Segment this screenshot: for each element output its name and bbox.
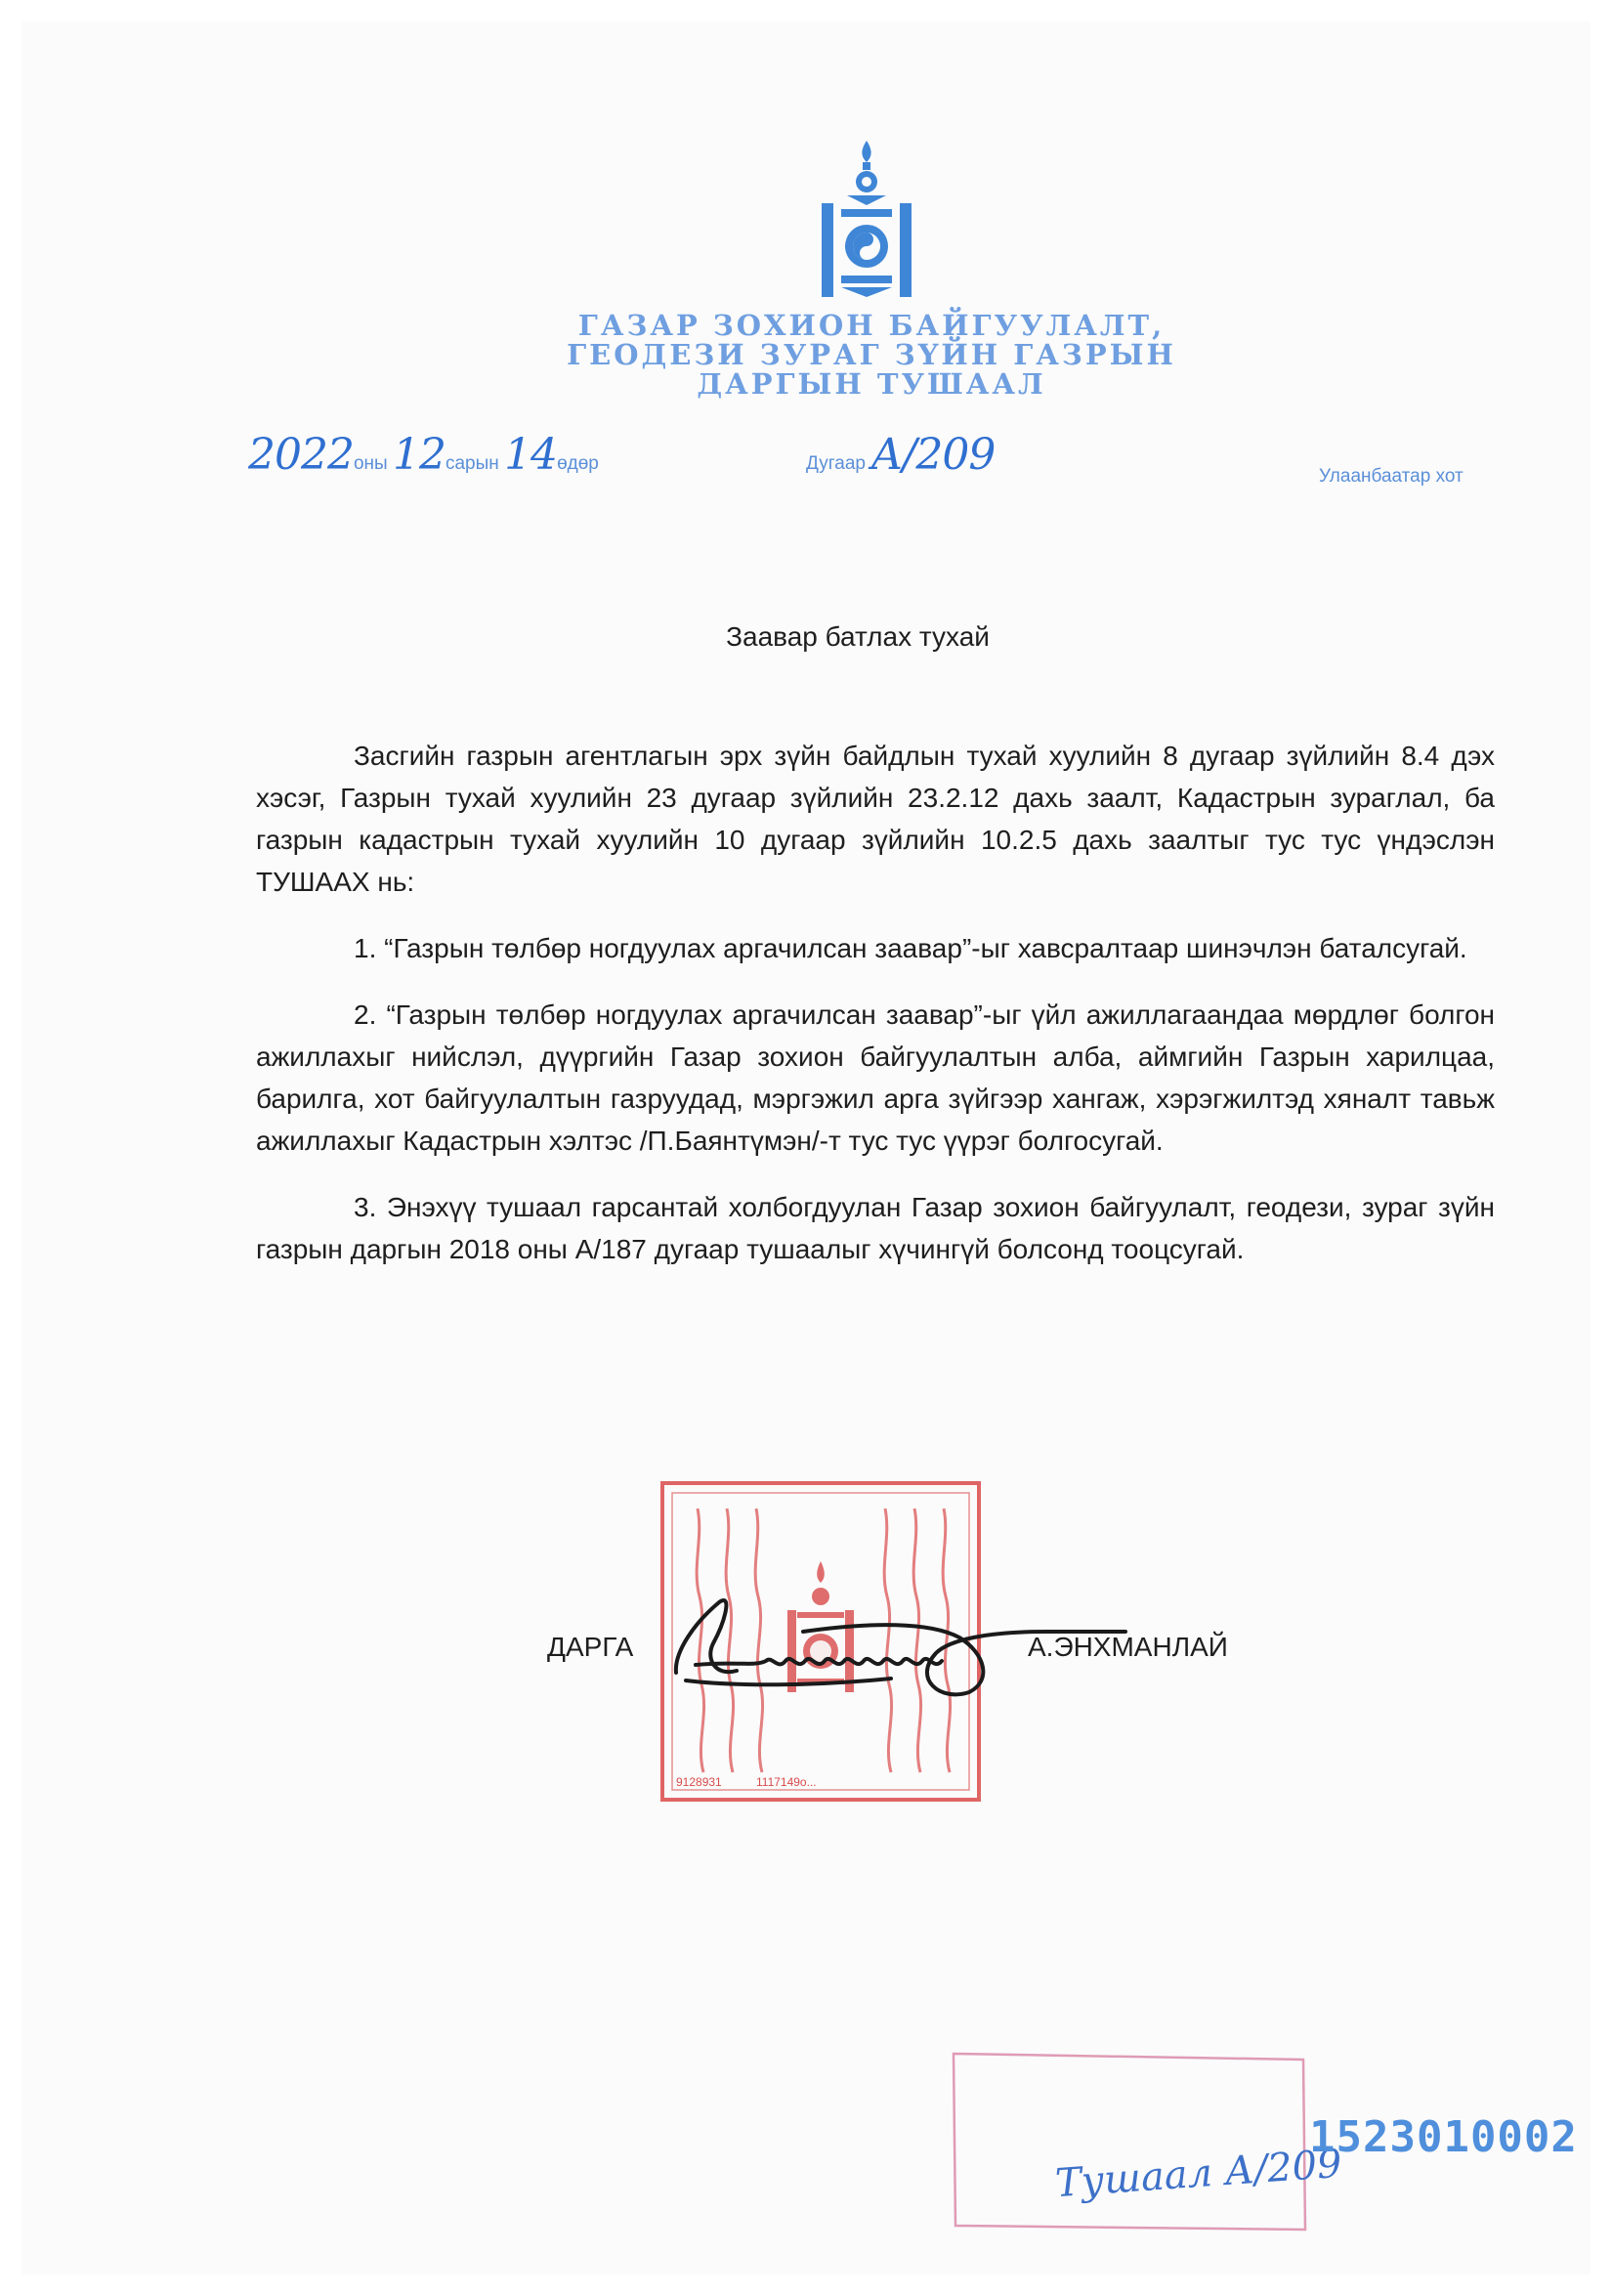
body-item-1: 1. “Газрын төлбөр ногдуулах аргачилсан заавар”-ыг хавсралтаар шинэчлэн баталсугай. <box>354 933 1467 963</box>
number-value: А/209 <box>870 430 996 480</box>
date-month: 12 <box>392 430 445 480</box>
header-line-2: ГЕОДЕЗИ ЗУРАГ ЗҮЙН ГАЗРЫН <box>567 338 1176 371</box>
seal-code-2: 1117149о... <box>756 1775 817 1789</box>
registration-number: 1523010002 <box>1309 2112 1578 2162</box>
date-month-suffix: сарын <box>445 453 499 474</box>
body-item-2: 2. “Газрын төлбөр ногдуулах аргачилсан заавар”-ыг үйл ажиллагаандаа мөрдлөг болгон ажиллахыг нийслэл, дүүргийн Газар зохион байгуулалтын алба, аймгийн Газрын харилцаа, барилга, хот байгуулалтын газруудад, мэргэжил арга зүйгээр хангаж, хэрэгжилтэд хяналт тавьж ажиллахыг Кадастрын хэлтэс /П.Баянтүмэн/-т тус тус үүрэг болгосугай. <box>256 999 1495 1156</box>
order-date <box>248 430 599 498</box>
order-number <box>806 430 995 498</box>
order-city: Улаанбаатар хот <box>1319 466 1464 487</box>
signatory-title: ДАРГА <box>547 1632 634 1662</box>
date-year: 2022 <box>248 430 354 480</box>
header-line-3: ДАРГЫН ТУШААЛ <box>697 367 1046 401</box>
header-line-1: ГАЗАР ЗОХИОН БАЙГУУЛАЛТ, <box>577 309 1166 342</box>
document-header <box>451 311 1292 399</box>
registration-stamp <box>948 2046 1311 2235</box>
signatory-name: А.ЭНХМАНЛАЙ <box>1028 1632 1228 1662</box>
date-day: 14 <box>504 430 558 480</box>
soyombo-emblem-icon <box>808 137 925 303</box>
date-year-suffix: оны <box>353 453 388 474</box>
body-item-3: 3. Энэхүү тушаал гарсантай холбогдуулан Газар зохион байгуулалт, геодези, зураг зүйн газрын даргын 2018 оны А/187 дугаар тушаалыг хүчингүй болсонд тооцсугай. <box>256 1192 1495 1264</box>
seal-code-1: 9128931 <box>676 1775 722 1789</box>
number-label: Дугаар <box>806 453 866 474</box>
date-day-suffix: өдөр <box>557 453 599 474</box>
handwritten-signature <box>657 1583 1165 1710</box>
body-preamble: Засгийн газрын агентлагын эрх зүйн байдлын тухай хуулийн 8 дугаар зүйлийн 8.4 дэх хэсэг, Газрын тухай хуулийн 23 дугаар зүйлийн 23.2.12 дахь заалт, Кадастрын зураглал, ба газрын кадастрын тухай хуулийн 10 дугаар зүйлийн 10.2.5 дахь заалтыг тус тус үндэслэн ТУШААХ нь: <box>256 741 1495 897</box>
document-page <box>21 21 1591 2275</box>
document-title: Заавар батлах тухай <box>726 621 990 652</box>
document-body <box>256 735 1495 1295</box>
registration-stamp-text: Тушаал А/209 <box>1053 2141 1344 2207</box>
